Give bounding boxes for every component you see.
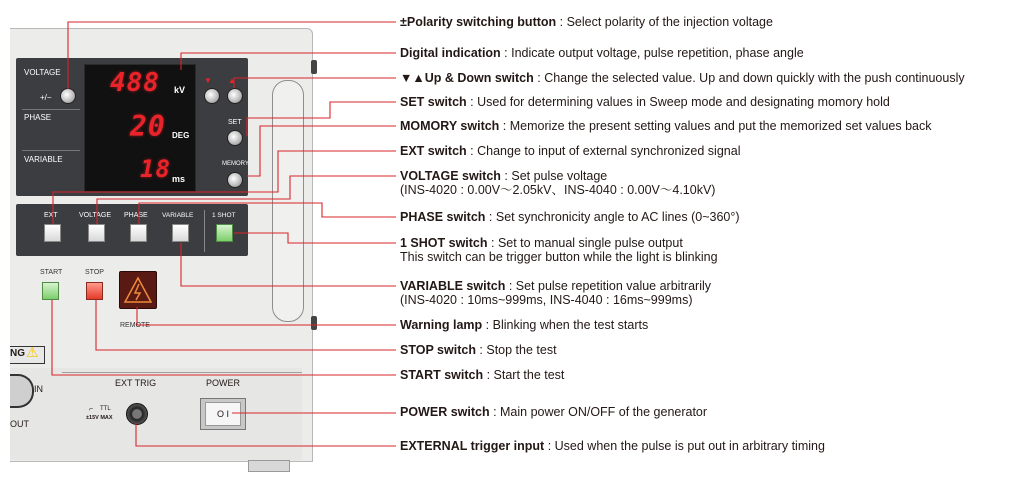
- up-arrow-icon: ▲: [228, 76, 236, 85]
- power-label: POWER: [206, 378, 241, 388]
- callout-one-shot: 1 SHOT switch : Set to manual single pulse output This switch can be trigger button while the light is blinking: [400, 236, 718, 264]
- phase-unit: DEG: [172, 131, 190, 140]
- ext-trig-label: EXT TRIG: [115, 378, 157, 388]
- down-arrow-icon: ▼: [204, 76, 212, 85]
- callout-digital-indication: Digital indication : Indicate output voltage, pulse repetition, phase angle: [400, 46, 804, 60]
- power-switch[interactable]: O I: [205, 402, 241, 426]
- voltage-unit: kV: [174, 85, 186, 95]
- warning-triangle-icon: ⚠: [26, 344, 39, 360]
- remote-label: REMOTE: [120, 322, 150, 329]
- one-shot-label: 1 SHOT: [212, 212, 236, 219]
- out-label: OUT: [10, 419, 29, 429]
- callout-memory: MOMORY switch : Memorize the present setting values and put the memorized set values back: [400, 119, 932, 133]
- leader-line: [234, 78, 396, 88]
- callout-power: POWER switch : Main power ON/OFF of the generator: [400, 405, 708, 419]
- phase-readout: 20: [130, 110, 166, 143]
- stop-label: STOP: [85, 269, 104, 276]
- leader-line: [53, 151, 396, 224]
- variable-readout: 18: [140, 155, 171, 183]
- callout-start: START switch : Start the test: [400, 368, 565, 382]
- ext-label: EXT: [44, 212, 58, 219]
- callout-phase: PHASE switch : Set synchronicity angle to AC lines (0~360°): [400, 210, 740, 224]
- polarity-label: +/−: [40, 93, 52, 102]
- leader-line: [137, 307, 396, 325]
- memory-label: MEMORY: [222, 161, 249, 167]
- set-label: SET: [228, 119, 242, 126]
- ttl-label: TTL: [100, 406, 111, 412]
- variable-label: VARIABLE: [24, 155, 63, 164]
- voltage-btn-label: VOLTAGE: [79, 212, 112, 219]
- leader-line: [52, 300, 396, 375]
- voltage-readout: 488: [110, 68, 160, 98]
- callout-polarity: ±Polarity switching button : Select polarity of the injection voltage: [400, 15, 773, 29]
- ttl-pulse-icon: ⌐: [89, 406, 94, 413]
- in-label: IN: [34, 384, 43, 394]
- ttl-range-label: ±15V MAX: [86, 415, 113, 421]
- leader-line: [247, 102, 396, 136]
- leader-line: [68, 22, 396, 89]
- callout-ext: EXT switch : Change to input of external synchronized signal: [400, 144, 741, 158]
- callout-variable: VARIABLE switch : Set pulse repetition value arbitrarily (INS-4020 : 10ms~999ms, INS-4040 : 16ms~999ms): [400, 279, 712, 307]
- voltage-label: VOLTAGE: [24, 68, 61, 77]
- variable-btn-label: VARIABLE: [162, 212, 194, 219]
- callout-set: SET switch : Used for determining values in Sweep mode and designating momory hold: [400, 95, 890, 109]
- callout-external-trigger: EXTERNAL trigger input : Used when the pulse is put out in arbitrary timing: [400, 439, 825, 453]
- callout-warning-lamp: Warning lamp : Blinking when the test starts: [400, 318, 649, 332]
- warning-sticker-text: NG: [10, 348, 25, 359]
- start-label: START: [40, 269, 63, 276]
- leader-line: [181, 53, 396, 70]
- variable-unit: ms: [172, 174, 186, 184]
- phase-label: PHASE: [24, 113, 52, 122]
- phase-btn-label: PHASE: [124, 212, 148, 219]
- leader-line: [136, 423, 396, 446]
- leader-line: [181, 243, 396, 286]
- leader-line: [139, 203, 396, 224]
- leader-line: [234, 233, 396, 243]
- callout-up-down: ▼▲Up & Down switch : Change the selected value. Up and down quickly with the push continuously: [400, 71, 965, 85]
- callout-voltage: VOLTAGE switch : Set pulse voltage (INS-4020 : 0.00V～2.05kV、INS-4040 : 0.00V～4.10kV): [400, 169, 716, 197]
- callout-stop: STOP switch : Stop the test: [400, 343, 557, 357]
